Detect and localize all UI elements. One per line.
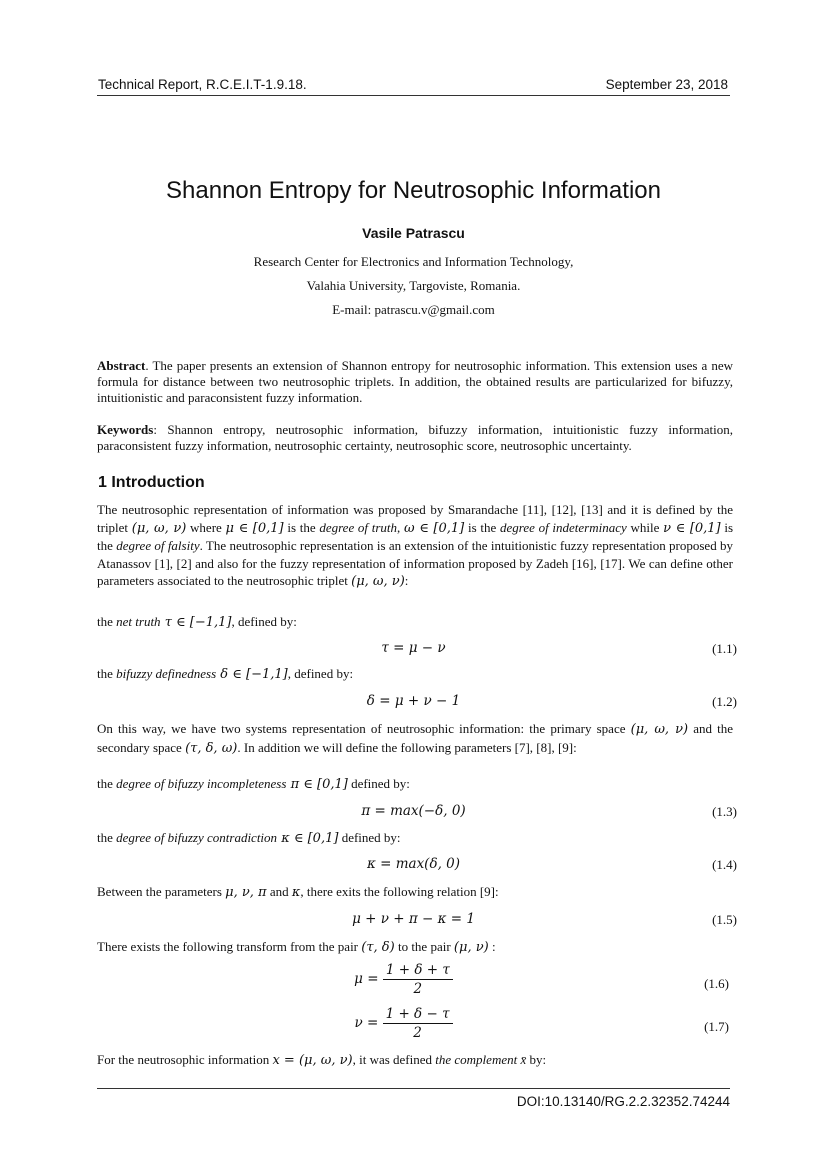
math-inline: (μ, ω, ν) xyxy=(630,722,689,737)
fraction-numerator: 1 + δ − τ xyxy=(383,1006,453,1024)
math-inline: κ ∈ [0,1] xyxy=(277,831,339,846)
equation-1-6 xyxy=(0,962,817,997)
abstract-label: Abstract xyxy=(97,358,146,373)
systems-paragraph xyxy=(97,720,733,758)
report-date: September 23, 2018 xyxy=(605,77,728,92)
math-inline: μ, ν, π xyxy=(225,885,267,900)
equation-1-1: τ = μ − ν xyxy=(381,640,446,656)
text: defined by: xyxy=(347,776,410,791)
complement-line xyxy=(97,1052,733,1069)
math-inline: (μ, ω, ν) xyxy=(351,574,405,589)
paper-title: Shannon Entropy for Neutrosophic Information xyxy=(166,177,661,204)
intro-text: . The neutrosophic representation is an extension of the intuitionistic fuzzy representation proposed by Atanassov [1], [2] and also for the fuzzy representation of information proposed by Zadeh [16], [17]. We can define other parameters associated to the neutrosophic triplet xyxy=(97,538,734,588)
report-id: Technical Report, R.C.E.I.T-1.9.18. xyxy=(98,77,307,92)
keywords-label: Keywords xyxy=(97,422,154,437)
text: For the neutrosophic information xyxy=(97,1052,273,1067)
affiliation-line-1: Research Center for Electronics and Information Technology, xyxy=(253,254,574,269)
text: , it was defined xyxy=(352,1052,436,1067)
math-inline: ν ∈ [0,1] xyxy=(663,520,721,536)
intro-text: : xyxy=(404,573,409,588)
equation-number-1-4: (1.4) xyxy=(712,857,737,872)
equation-number-1-6: (1.6) xyxy=(704,976,729,991)
footer-rule xyxy=(97,1088,730,1089)
term-degree-of-indeterminacy: degree of indeterminacy xyxy=(499,519,627,535)
equation-1-2: δ = μ + ν − 1 xyxy=(366,693,461,709)
text: the xyxy=(97,830,117,845)
text: , there exits the following relation [9]: xyxy=(300,884,499,899)
math-inline: (μ, ω, ν) xyxy=(131,520,187,536)
net-truth-line xyxy=(97,614,733,631)
term-bifuzzy-incompleteness: degree of bifuzzy incompleteness xyxy=(116,776,287,791)
bifuzzy-definedness-line xyxy=(97,666,733,683)
term-degree-of-falsity: degree of falsity xyxy=(116,538,200,553)
contradiction-line xyxy=(97,830,733,847)
term-net-truth: net truth xyxy=(116,614,161,629)
math-inline: (μ, ν) xyxy=(453,940,489,955)
fraction xyxy=(383,962,453,997)
equation-number-1-1: (1.1) xyxy=(712,641,737,656)
math-inline: π ∈ [0,1] xyxy=(286,777,348,792)
equation-number-1-5: (1.5) xyxy=(712,912,737,927)
equation-number-1-3: (1.3) xyxy=(712,804,737,819)
keywords xyxy=(97,422,733,454)
term-degree-of-truth: degree of truth xyxy=(319,519,398,535)
equation-1-7 xyxy=(0,1006,817,1041)
text: On this way, we have two systems representation of neutrosophic information: the primary space xyxy=(97,721,631,736)
math-inline: κ xyxy=(291,885,301,900)
equation-1-3: π = max(−δ, 0) xyxy=(361,803,466,819)
abstract xyxy=(97,358,733,406)
text: by: xyxy=(526,1052,547,1067)
equation-number-1-7: (1.7) xyxy=(704,1019,729,1034)
text: , defined by: xyxy=(287,666,354,681)
math-inline: μ ∈ [0,1] xyxy=(225,520,284,536)
math-inline: x = (μ, ω, ν) xyxy=(272,1053,353,1068)
text: the xyxy=(97,776,117,791)
transform-line xyxy=(97,939,733,956)
math-inline: (τ, δ, ω) xyxy=(185,741,238,756)
term-complement: the complement x̄ xyxy=(435,1052,527,1067)
equation-1-4: κ = max(δ, 0) xyxy=(366,856,461,872)
fraction-denominator: 2 xyxy=(413,981,423,997)
text: and the secondary space xyxy=(97,721,734,755)
text: , defined by: xyxy=(231,614,297,629)
equation-lhs: μ = xyxy=(354,971,379,987)
equation-1-5: μ + ν + π − κ = 1 xyxy=(352,911,475,927)
fraction-numerator: 1 + δ + τ xyxy=(383,962,453,980)
fraction xyxy=(383,1006,453,1041)
text: the xyxy=(97,666,117,681)
text: There exists the following transform from the pair xyxy=(97,939,362,954)
math-inline: (τ, δ) xyxy=(361,940,395,955)
intro-text: The neutrosophic representation of information was proposed by Smarandache [11], [12], [13] and it is defined by the triplet xyxy=(97,502,733,535)
text: : xyxy=(488,939,496,954)
text: and xyxy=(266,884,292,899)
text: the xyxy=(97,614,117,629)
incompleteness-line xyxy=(97,776,733,793)
text: Between the parameters xyxy=(97,884,226,899)
abstract-text: . The paper presents an extension of Shannon entropy for neutrosophic information. This extension uses a new formula for distance between two neutrosophic triplets. In addition, the obtained results are particularized for bifuzzy, intuitionistic and paraconsistent fuzzy information. xyxy=(97,358,733,405)
relation-line xyxy=(97,884,733,901)
intro-text: while xyxy=(626,519,664,535)
math-inline: ω ∈ [0,1] xyxy=(404,520,465,536)
fraction-denominator: 2 xyxy=(413,1025,422,1041)
equation-number-1-2: (1.2) xyxy=(712,694,737,709)
term-bifuzzy-definedness: bifuzzy definedness xyxy=(116,666,217,681)
math-inline: τ ∈ [−1,1] xyxy=(160,615,232,630)
intro-text: where xyxy=(186,519,226,535)
author-name: Vasile Patrascu xyxy=(362,225,465,241)
text: . In addition we will define the following parameters [7], [8], [9]: xyxy=(237,740,577,755)
author-email: E-mail: patrascu.v@gmail.com xyxy=(332,302,495,317)
intro-text: is the xyxy=(97,519,734,553)
keywords-text: : Shannon entropy, neutrosophic information, bifuzzy information, intuitionistic fuzzy information, paraconsistent fuzzy information, neutrosophic certainty, neutrosophic score, neutrosophic uncertainty. xyxy=(97,422,733,453)
section-heading-introduction: 1 Introduction xyxy=(98,474,205,491)
term-bifuzzy-contradiction: degree of bifuzzy contradiction xyxy=(116,830,278,845)
intro-paragraph xyxy=(97,501,733,591)
text: defined by: xyxy=(338,830,401,845)
doi: DOI:10.13140/RG.2.2.32352.74244 xyxy=(516,1094,730,1109)
intro-text: , xyxy=(397,519,405,535)
math-inline: δ ∈ [−1,1] xyxy=(216,667,288,682)
intro-text: is the xyxy=(464,519,500,535)
running-header xyxy=(97,77,730,96)
equation-lhs: ν = xyxy=(354,1015,379,1031)
text: to the pair xyxy=(394,939,454,954)
affiliation-line-2: Valahia University, Targoviste, Romania. xyxy=(306,278,521,293)
intro-text: is the xyxy=(283,519,320,535)
